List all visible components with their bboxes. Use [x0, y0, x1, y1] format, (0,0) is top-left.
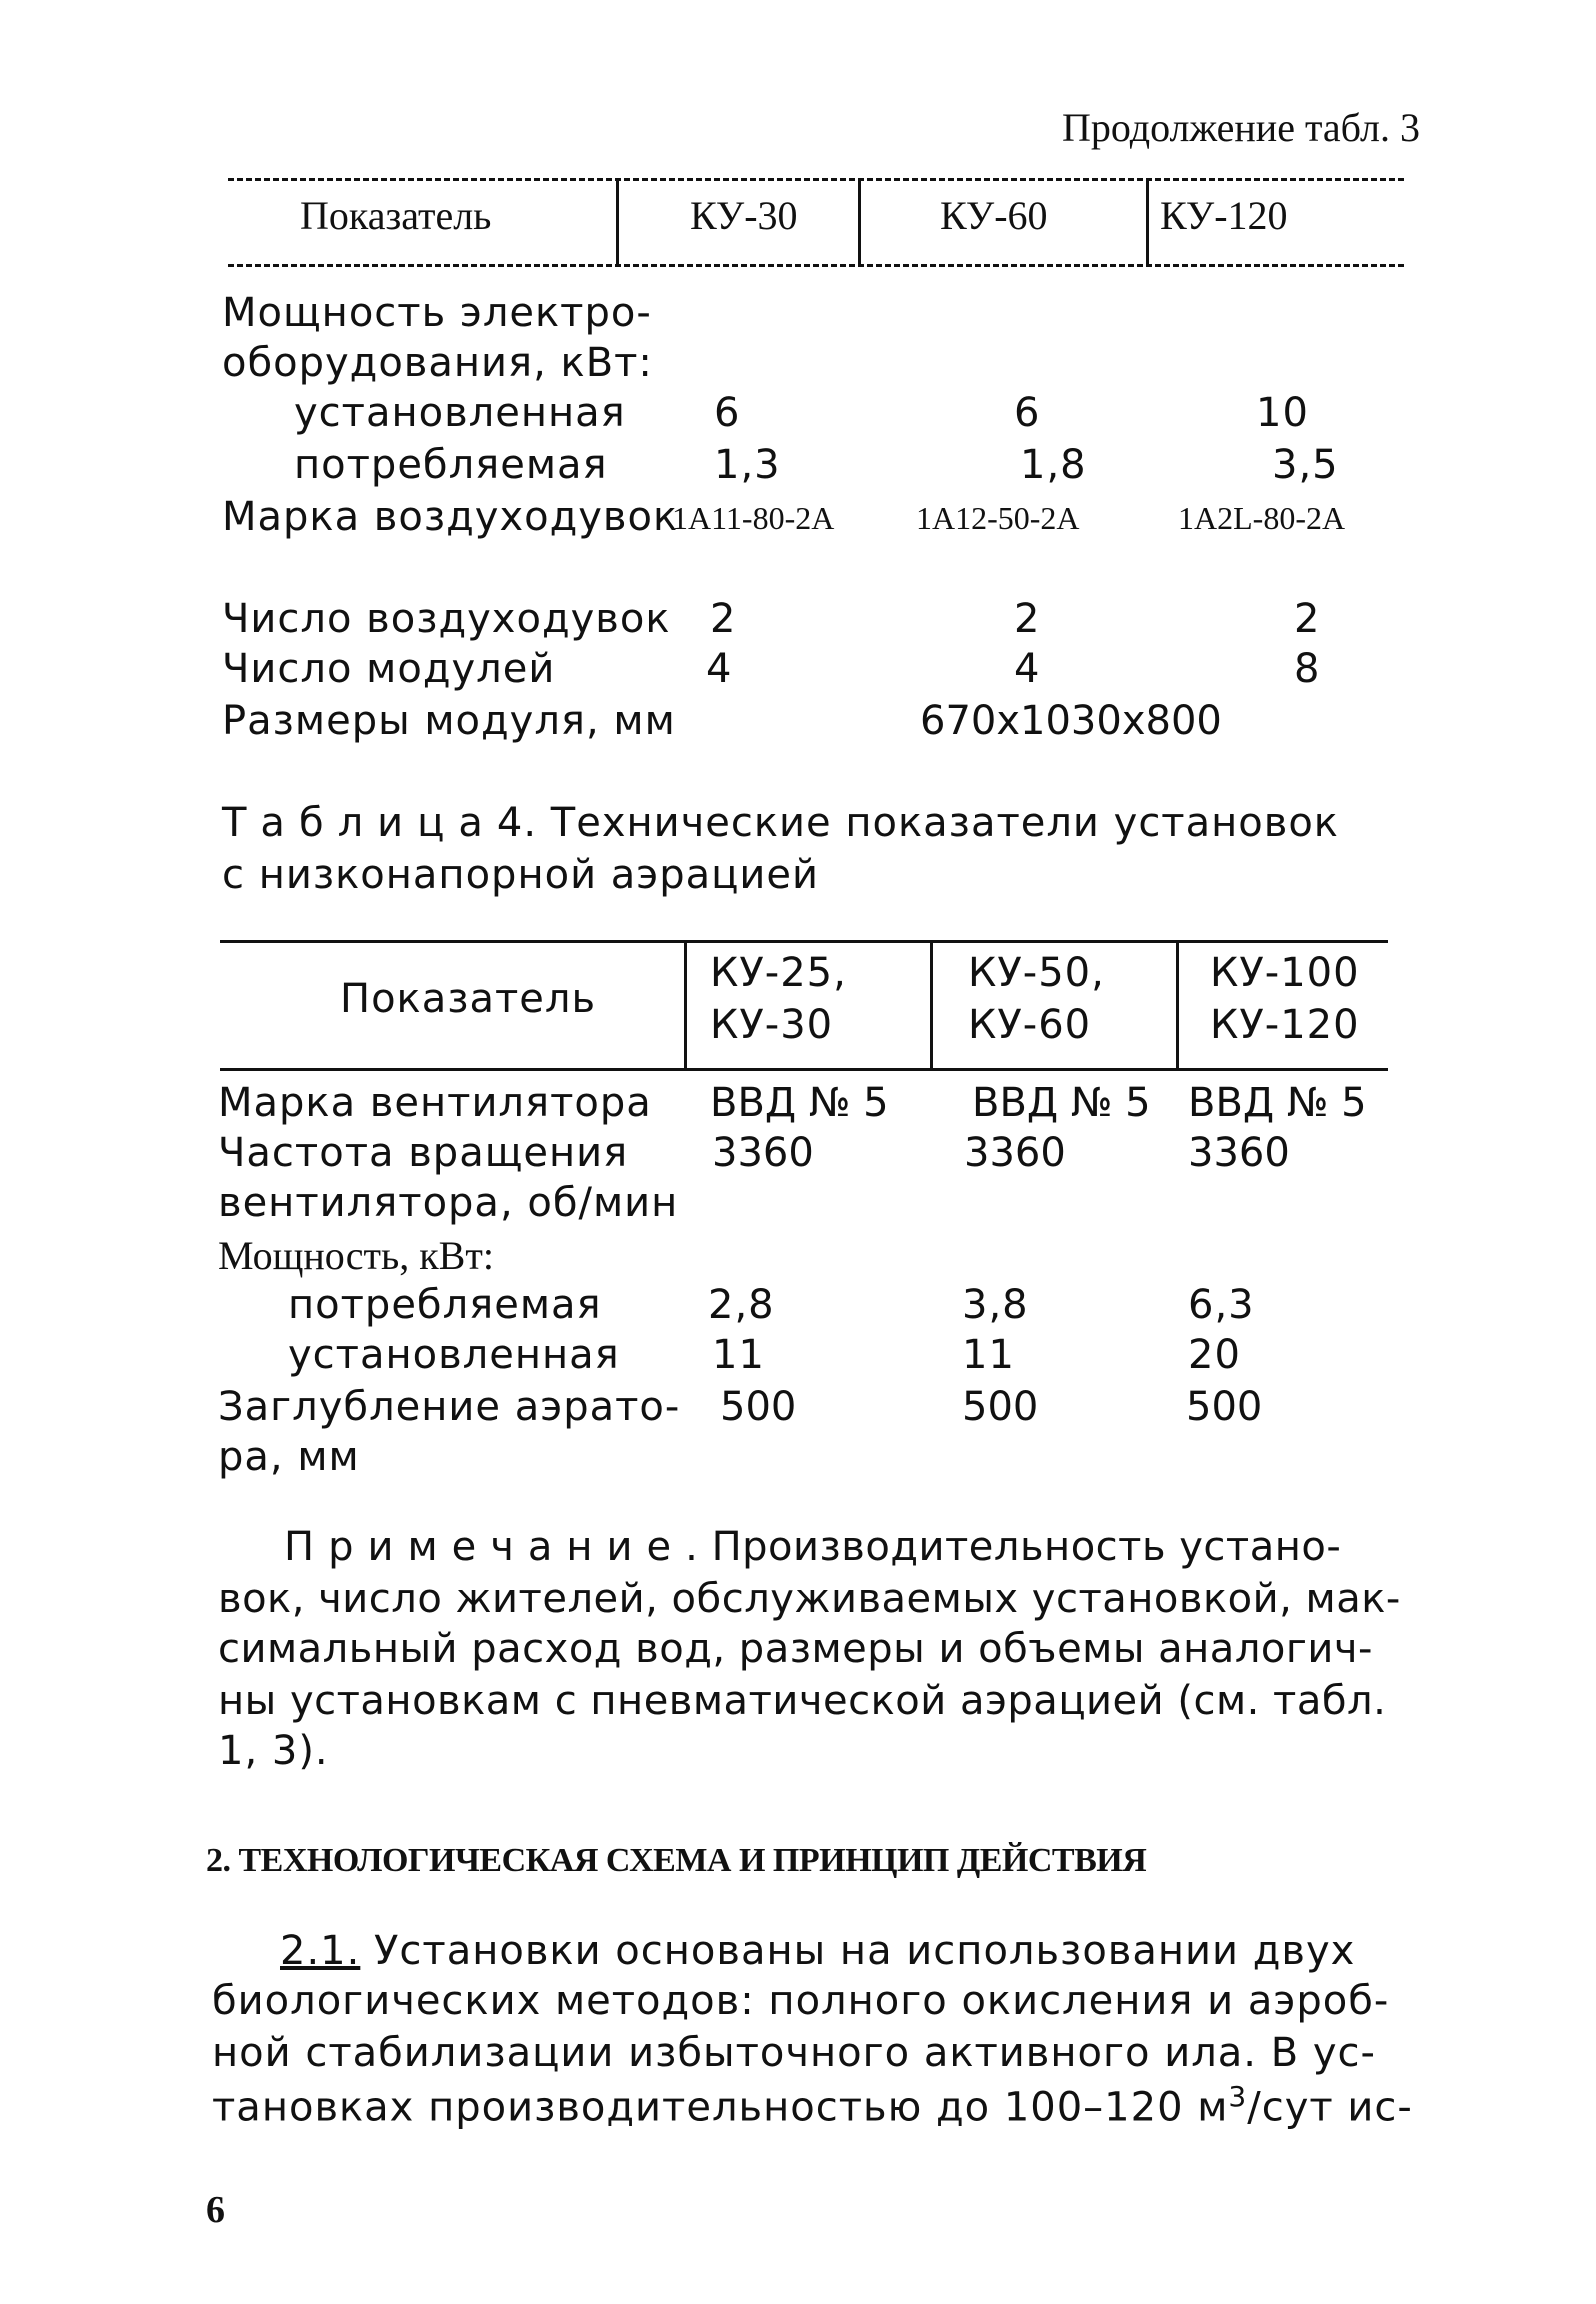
- table-3-header-rule: [228, 264, 1404, 267]
- blower-brand-ku30: 1А11-80-2А: [672, 500, 835, 536]
- note-line-2: вок, число жителей, обслуживаемых установкой, мак-: [218, 1576, 1401, 1622]
- module-size-value: 670x1030x800: [920, 698, 1222, 744]
- table-3-header-ku30: КУ-30: [690, 193, 798, 238]
- table-4-installed-label: установленная: [288, 1332, 620, 1378]
- consumed-ku120: 3,5: [1272, 442, 1339, 488]
- table-3-divider: [616, 178, 619, 266]
- blower-count-ku30: 2: [710, 596, 737, 642]
- table-3-divider: [858, 178, 861, 266]
- blower-brand-ku120: 1А2L-80-2А: [1178, 500, 1346, 536]
- table-4-installed-col3: 20: [1188, 1332, 1241, 1378]
- table-4-caption-line-2: с низконапорной аэрацией: [222, 852, 819, 898]
- power-title-line-1: Мощность электро-: [222, 290, 652, 336]
- table-3-divider: [1146, 178, 1149, 266]
- continuation-label: Продолжение табл. 3: [1062, 105, 1420, 150]
- table-4-header-col3-line-2: КУ-120: [1210, 1002, 1360, 1048]
- consumed-ku60: 1,8: [1020, 442, 1087, 488]
- blower-brand-label: Марка воздуходувок: [222, 494, 679, 540]
- table-4-header-col2-line-2: КУ-60: [968, 1002, 1092, 1048]
- paragraph-number: 2.1.: [280, 1928, 361, 1974]
- table-4-header-col1-line-1: КУ-25,: [710, 950, 847, 996]
- note-line-4: ны установкам с пневматической аэрацией (см. табл.: [218, 1678, 1387, 1724]
- note-line-3: симальный расход вод, размеры и объемы аналогич-: [218, 1626, 1373, 1672]
- paragraph-line-1-text: Установки основаны на использовании двух: [374, 1928, 1356, 1974]
- table-4-header-col2-line-1: КУ-50,: [968, 950, 1105, 996]
- consumed-ku30: 1,3: [714, 442, 781, 488]
- table-4-consumed-col3: 6,3: [1188, 1282, 1255, 1328]
- module-size-label: Размеры модуля, мм: [222, 698, 676, 744]
- table-4-top-rule: [220, 940, 1388, 943]
- installed-ku60: 6: [1014, 390, 1041, 436]
- paragraph-line-2: биологических методов: полного окисления и аэроб-: [212, 1978, 1390, 2024]
- fan-brand-col1: ВВД № 5: [710, 1080, 889, 1126]
- paragraph-line-4-b: /сут ис-: [1247, 2084, 1413, 2131]
- installed-ku30: 6: [714, 390, 741, 436]
- rotation-col1: 3360: [712, 1130, 814, 1176]
- paragraph-line-4: [212, 2080, 1413, 2130]
- module-count-ku60: 4: [1014, 646, 1041, 692]
- consumed-label: потребляемая: [294, 442, 608, 488]
- blower-count-label: Число воздуходувок: [222, 596, 671, 642]
- note-word: Примечание: [284, 1524, 686, 1570]
- section-heading: 2. ТЕХНОЛОГИЧЕСКАЯ СХЕМА И ПРИНЦИП ДЕЙСТВИЯ: [206, 1842, 1147, 1879]
- blower-count-ku120: 2: [1294, 596, 1321, 642]
- power-title-line-2: оборудования, кВт:: [222, 340, 653, 386]
- table-4-caption-word: Таблица: [222, 800, 497, 846]
- paragraph-line-3: ной стабилизации избыточного активного ила. В ус-: [212, 2030, 1376, 2076]
- table-4-consumed-col2: 3,8: [962, 1282, 1029, 1328]
- paragraph-line-4-a: тановках производительностью до 100–120 м: [212, 2084, 1229, 2131]
- power-label: Мощность, кВт:: [218, 1233, 494, 1278]
- table-4-header-indicator: Показатель: [340, 976, 597, 1022]
- table-4-header-col1-line-2: КУ-30: [710, 1002, 834, 1048]
- depth-col2: 500: [962, 1384, 1039, 1430]
- page-number: 6: [206, 2189, 225, 2231]
- module-count-ku120: 8: [1294, 646, 1321, 692]
- depth-col3: 500: [1186, 1384, 1263, 1430]
- note-line-5: 1, 3).: [218, 1728, 329, 1774]
- depth-label-line-2: ра, мм: [218, 1434, 360, 1480]
- fan-brand-col3: ВВД № 5: [1188, 1080, 1367, 1126]
- module-count-ku30: 4: [706, 646, 733, 692]
- paragraph-line-1: [280, 1928, 1355, 1974]
- table-4-header-rule: [220, 1068, 1388, 1071]
- fan-brand-col2: ВВД № 5: [972, 1080, 1151, 1126]
- blower-brand-ku60: 1А12-50-2А: [916, 500, 1080, 536]
- rotation-label-line-1: Частота вращения: [218, 1130, 629, 1176]
- table-4-consumed-col1: 2,8: [708, 1282, 775, 1328]
- depth-label-line-1: Заглубление аэрато-: [218, 1384, 681, 1430]
- depth-col1: 500: [720, 1384, 797, 1430]
- rotation-col3: 3360: [1188, 1130, 1290, 1176]
- table-4-divider: [684, 940, 687, 1070]
- table-4-installed-col2: 11: [962, 1332, 1015, 1378]
- table-4-divider: [930, 940, 933, 1070]
- note-line-1: [284, 1524, 1341, 1570]
- table-4-caption-rest: 4. Технические показатели установок: [496, 800, 1339, 846]
- installed-label: установленная: [294, 390, 626, 436]
- table-3-header-indicator: Показатель: [300, 193, 492, 238]
- table-4-installed-col1: 11: [712, 1332, 765, 1378]
- table-3-header-ku60: КУ-60: [940, 193, 1048, 238]
- table-4-caption-line-1: [222, 800, 1339, 846]
- table-3-header-ku120: КУ-120: [1160, 193, 1288, 238]
- note-line-1-rest: . Производительность устано-: [685, 1524, 1342, 1570]
- table-4-divider: [1176, 940, 1179, 1070]
- rotation-label-line-2: вентилятора, об/мин: [218, 1180, 679, 1226]
- cubic-superscript: 3: [1228, 2080, 1248, 2113]
- table-3-top-rule: [228, 178, 1404, 181]
- blower-count-ku60: 2: [1014, 596, 1041, 642]
- table-4-header-col3-line-1: КУ-100: [1210, 950, 1360, 996]
- module-count-label: Число модулей: [222, 646, 556, 692]
- table-4-consumed-label: потребляемая: [288, 1282, 602, 1328]
- installed-ku120: 10: [1256, 390, 1309, 436]
- fan-brand-label: Марка вентилятора: [218, 1080, 652, 1126]
- rotation-col2: 3360: [964, 1130, 1066, 1176]
